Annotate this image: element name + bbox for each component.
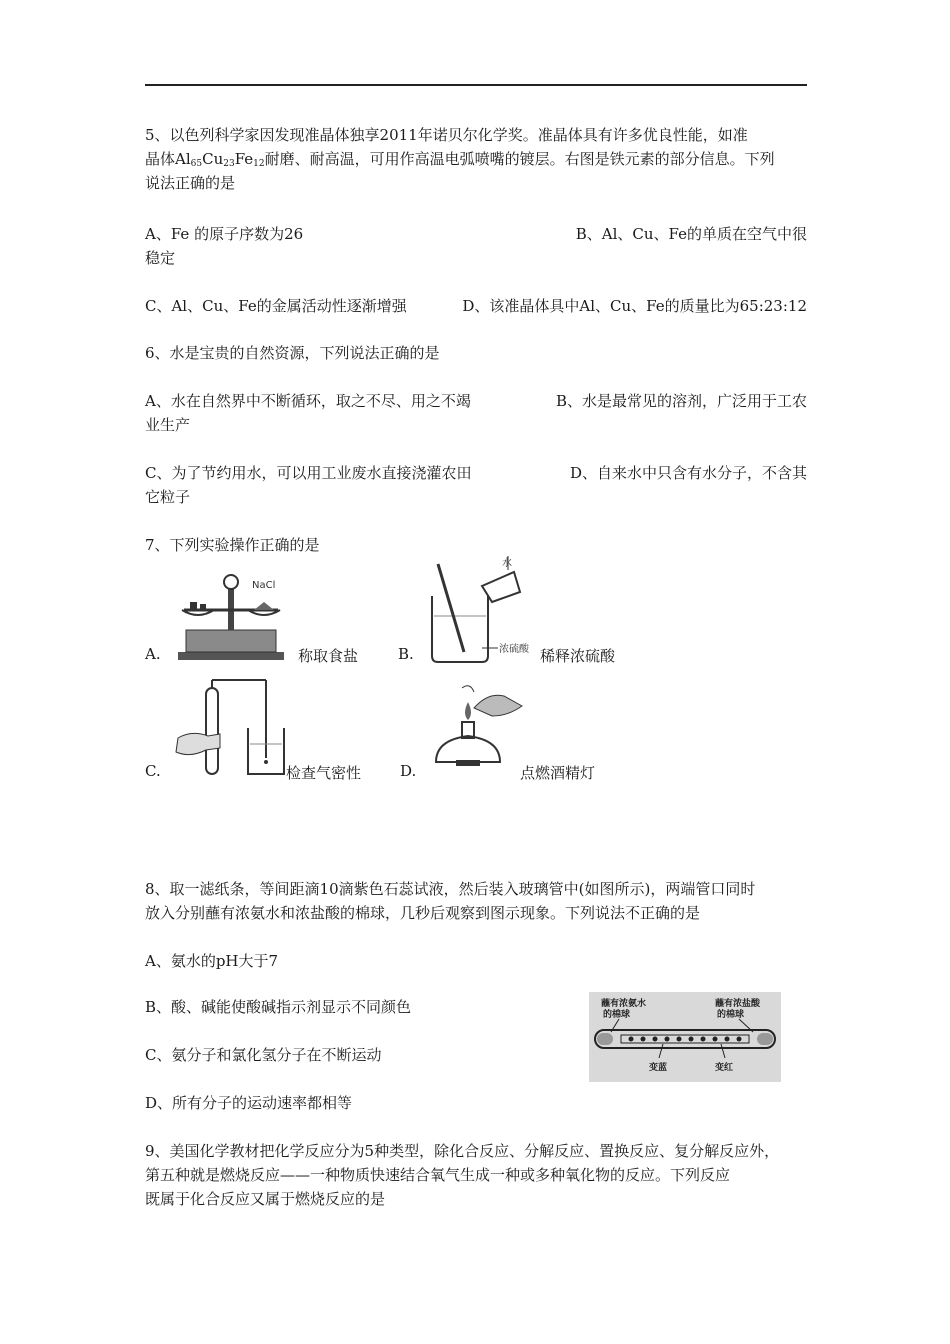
q6-option-d-cont: 它粒子 [145, 488, 191, 506]
alcohol-lamp-figure [428, 682, 526, 778]
q5-option-b-cont: 稳定 [145, 249, 176, 267]
q5-line3: 说法正确的是 [145, 174, 236, 192]
q5-option-c: C、Al、Cu、Fe的金属活动性逐渐增强 [145, 297, 407, 315]
svg-text:变蓝: 变蓝 [649, 1063, 668, 1073]
q5-line2: 晶体$Al_{65}Cu_{23}Fe_{12}$耐磨、耐高温，可用作高温电弧喷嘴的镀层。右图是铁元素的部分信息。下列 [145, 150, 775, 169]
q7-option-b-letter: B. [398, 645, 414, 663]
q8-line2: 放入分别蘸有浓氨水和浓盐酸的棉球，几秒后观察到图示现象。下列说法不正确的是 [145, 904, 701, 922]
q7-option-c-letter: C. [145, 762, 161, 780]
q5-options-ab [145, 222, 807, 246]
q8-option-b: B、酸、碱能使酸碱指示剂显示不同颜色 [145, 998, 412, 1016]
q7-option-a-letter: A. [145, 645, 161, 663]
nacl-label: NaCl [252, 580, 276, 591]
q7-option-d-letter: D. [400, 762, 417, 780]
q7-option-b-caption: 稀释浓硫酸 [540, 647, 616, 665]
q5-options-cd [145, 294, 807, 318]
q9-line1: 9、美国化学教材把化学反应分为5种类型，除化合反应、分解反应、置换反应、复分解反应外， [145, 1142, 780, 1160]
q6-options-cd [145, 461, 807, 485]
q5-line1: 5、以色列科学家因发现准晶体独享2011年诺贝尔化学奖。准晶体具有许多优良性能，如准 [145, 126, 748, 144]
dilution-figure [422, 556, 534, 664]
svg-text:蘸有浓氨水: 蘸有浓氨水 [601, 999, 647, 1009]
q6-options-ab [145, 389, 807, 413]
q6-option-b-cont: 业生产 [145, 416, 191, 434]
q7-option-a-caption: 称取食盐 [298, 647, 359, 665]
water-label: 水 [502, 558, 512, 569]
q6-option-d: D、自来水中只含有水分子，不含其 [569, 464, 807, 482]
balance-figure [172, 570, 290, 662]
q8-option-a: A、氨水的pH大于7 [145, 952, 279, 970]
header-rule [145, 84, 807, 86]
q5-option-a: A、Fe 的原子序数为26 [145, 225, 304, 243]
q5-option-d: D、该准晶体具中Al、Cu、Fe的质量比为65:23:12 [462, 297, 807, 315]
q8-line1: 8、取一滤纸条，等间距滴10滴紫色石蕊试液，然后装入玻璃管中(如图所示)，两端管口同时 [145, 880, 756, 898]
acid-label: 浓硫酸 [499, 644, 529, 655]
q9-line3: 既属于化合反应又属于燃烧反应的是 [145, 1190, 386, 1208]
q8-option-c: C、氨分子和氯化氢分子在不断运动 [145, 1046, 382, 1064]
airtight-figure [172, 678, 286, 778]
q7-stem: 7、下列实验操作正确的是 [145, 536, 320, 554]
svg-text:蘸有浓盐酸: 蘸有浓盐酸 [715, 999, 761, 1009]
svg-text:的棉球: 的棉球 [603, 1010, 631, 1020]
q7-option-c-caption: 检查气密性 [286, 764, 362, 782]
q8-option-d: D、所有分子的运动速率都相等 [145, 1094, 353, 1112]
glass-tube-figure [589, 992, 781, 1082]
q7-option-d-caption: 点燃酒精灯 [520, 764, 596, 782]
q6-option-c: C、为了节约用水，可以用工业废水直接浇灌农田 [145, 464, 472, 482]
q6-option-a: A、水在自然界中不断循环，取之不尽、用之不竭 [145, 392, 471, 410]
q5-option-b: B、Al、Cu、Fe的单质在空气中很 [575, 225, 807, 243]
svg-text:变红: 变红 [715, 1063, 734, 1073]
q6-stem: 6、水是宝贵的自然资源，下列说法正确的是 [145, 344, 440, 362]
q6-option-b: B、水是最常见的溶剂，广泛用于工农 [555, 392, 807, 410]
svg-text:的棉球: 的棉球 [717, 1010, 745, 1020]
q9-line2: 第五种就是燃烧反应——一种物质快速结合氧气生成一种或多种氧化物的反应。下列反应 [145, 1166, 731, 1184]
